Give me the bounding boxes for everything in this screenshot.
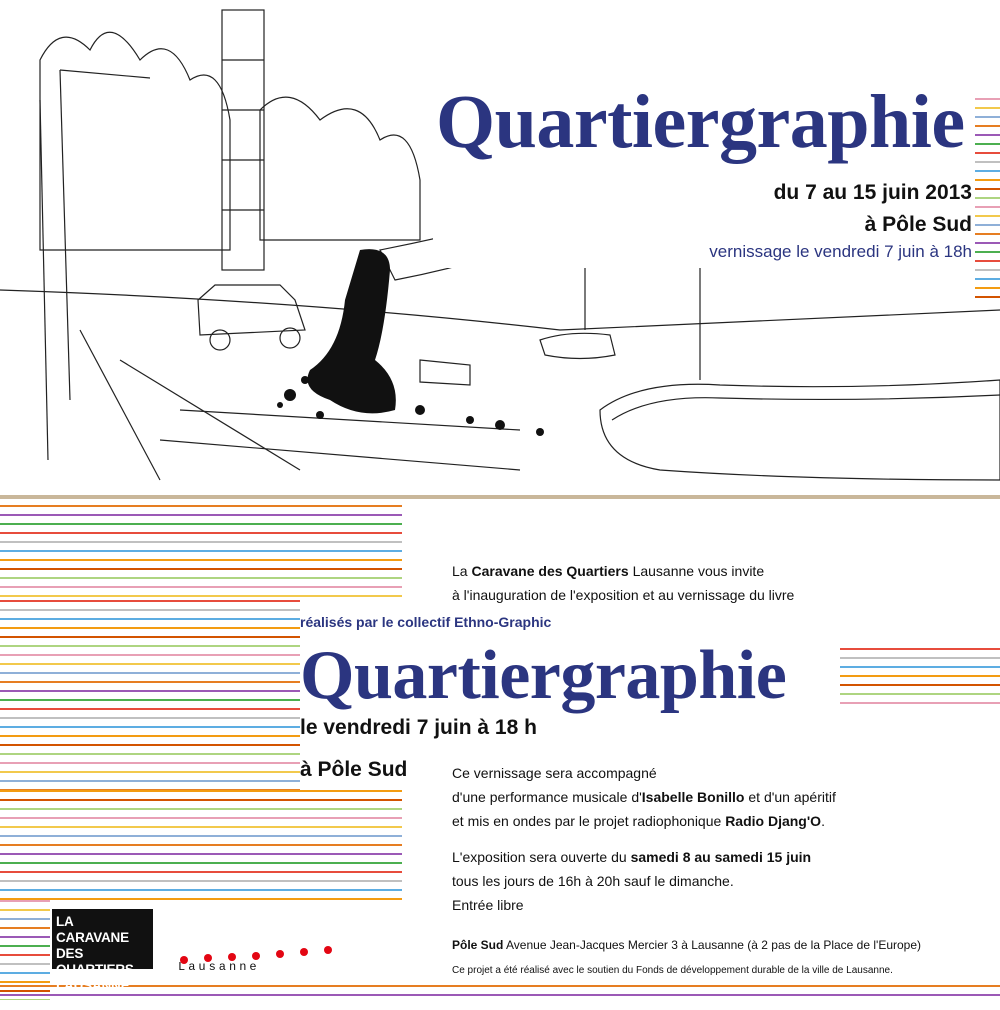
stripe-line [0, 909, 50, 911]
stripe-line [975, 143, 1000, 145]
stripe-line [0, 918, 50, 920]
stripe-line [0, 817, 402, 819]
stripe-line [0, 600, 300, 602]
details-p2-line1: L'exposition sera ouverte du samedi 8 au samedi 15 juin [452, 849, 812, 865]
stripe-line [838, 684, 1000, 686]
invitation-date: le vendredi 7 juin à 18 h [300, 716, 537, 739]
stripes-top-right [975, 98, 1000, 298]
stripe-line [838, 702, 1000, 704]
details-p2-line3: Entrée libre [452, 897, 524, 913]
stripes-right-middle [838, 648, 1000, 708]
caravane-logo-line1: LA CARAVANE [56, 914, 129, 945]
stripe-line [0, 771, 300, 773]
stripe-line [0, 790, 402, 792]
stripe-line [0, 681, 300, 683]
stripe-line [0, 889, 402, 891]
stripe-line [0, 972, 50, 974]
invitation-line-2: à l'inauguration de l'exposition et au vernissage du livre [452, 587, 795, 603]
stripe-line [0, 568, 402, 570]
divider-line [0, 495, 1000, 499]
details-p2-line2: tous les jours de 16h à 20h sauf le dimanche. [452, 873, 734, 889]
stripe-line [975, 224, 1000, 226]
stripe-line [975, 188, 1000, 190]
stripe-line [0, 645, 300, 647]
stripe-line [0, 945, 50, 947]
stripe-line [0, 559, 402, 561]
stripes-left-middle [0, 600, 300, 790]
stripe-line [0, 835, 402, 837]
caravane-logo [52, 909, 153, 1009]
stripe-line [0, 636, 300, 638]
stripe-line [975, 296, 1000, 298]
stripe-line [0, 954, 50, 956]
stripe-line [0, 699, 300, 701]
stripe-line [0, 672, 300, 674]
stripe-line [0, 853, 402, 855]
opening-info: vernissage le vendredi 7 juin à 18h [709, 242, 972, 261]
stripe-line [0, 735, 300, 737]
stripe-line [0, 762, 300, 764]
details-p1-line3: et mis en ondes par le projet radiophonique Radio Djang'O. [452, 813, 825, 829]
stripe-line [975, 98, 1000, 100]
collectif-credit: réalisés par le collectif Ethno-Graphic [300, 614, 552, 630]
details-p1-line1: Ce vernissage sera accompagné [452, 765, 657, 781]
stripe-line [838, 666, 1000, 668]
stripe-line [0, 994, 1000, 996]
stripe-line [0, 505, 402, 507]
stripe-line [975, 260, 1000, 262]
address: Pôle Sud Avenue Jean-Jacques Mercier 3 à Lausanne (à 2 pas de la Place de l'Europe) [452, 938, 922, 952]
stripe-line [0, 595, 402, 597]
stripe-line [0, 844, 402, 846]
stripe-line [0, 900, 50, 902]
stripe-line [0, 609, 300, 611]
stripe-line [838, 648, 1000, 650]
venue: à Pôle Sud [864, 213, 972, 236]
stripe-line [975, 206, 1000, 208]
stripe-line [838, 693, 1000, 695]
stripe-line [0, 577, 402, 579]
stripe-line [0, 627, 300, 629]
stripe-line [838, 657, 1000, 659]
stripe-line [975, 269, 1000, 271]
stripe-line [975, 287, 1000, 289]
stripe-line [0, 690, 300, 692]
invitation-title: Quartiergraphie [300, 637, 787, 714]
logo-dot [276, 950, 284, 958]
stripe-line [0, 963, 50, 965]
stripe-line [0, 744, 300, 746]
stripe-line [0, 514, 402, 516]
lausanne-logo [168, 952, 348, 982]
stripes-left-upper [0, 505, 402, 600]
stripe-line [975, 278, 1000, 280]
exhibition-dates: du 7 au 15 juin 2013 [773, 181, 972, 204]
invitation-line-1: La Caravane des Quartiers Lausanne vous invite [452, 563, 765, 579]
stripe-line [0, 726, 300, 728]
stripe-line [0, 808, 402, 810]
details-p1-line2: d'une performance musicale d'Isabelle Bonillo et d'un apéritif [452, 789, 836, 805]
stripe-line [975, 233, 1000, 235]
stripe-line [0, 654, 300, 656]
stripe-line [975, 170, 1000, 172]
stripe-line [975, 161, 1000, 163]
stripe-line [975, 197, 1000, 199]
stripe-line [0, 826, 402, 828]
stripe-line [975, 179, 1000, 181]
logo-dot [324, 946, 332, 954]
stripe-line [975, 125, 1000, 127]
stripe-line [0, 753, 300, 755]
stripes-bottom-strip [0, 985, 1000, 1000]
stripe-line [0, 871, 402, 873]
stripe-line [0, 898, 402, 900]
stripe-line [0, 523, 402, 525]
stripe-line [975, 152, 1000, 154]
stripe-line [975, 134, 1000, 136]
caravane-logo-line3: LAUSANNE 2012 [56, 978, 130, 1009]
stripe-line [0, 663, 300, 665]
stripe-line [0, 985, 1000, 987]
invitation-venue: à Pôle Sud [300, 758, 408, 781]
stripe-line [0, 717, 300, 719]
logo-dot [252, 952, 260, 960]
stripe-line [0, 799, 402, 801]
stripe-line [0, 936, 50, 938]
lausanne-wordmark: Lausanne [178, 960, 260, 974]
stripe-line [975, 215, 1000, 217]
stripe-line [0, 927, 50, 929]
stripe-line [0, 981, 50, 983]
page-title: Quartiergraphie [436, 80, 965, 164]
stripe-line [0, 586, 402, 588]
stripe-line [0, 780, 300, 782]
stripe-line [0, 708, 300, 710]
caravane-logo-line2: DES QUARTIERS [56, 946, 134, 977]
stripe-line [975, 107, 1000, 109]
stripe-line [975, 251, 1000, 253]
logo-dot [300, 948, 308, 956]
stripe-line [0, 550, 402, 552]
stripe-line [838, 675, 1000, 677]
support-note: Ce projet a été réalisé avec le soutien du Fonds de développement durable de la ville de Lausanne. [452, 965, 893, 976]
stripes-left-lower [0, 790, 402, 900]
stripe-line [0, 862, 402, 864]
stripe-line [975, 242, 1000, 244]
stripe-line [975, 116, 1000, 118]
stripe-line [0, 532, 402, 534]
stripe-line [0, 618, 300, 620]
stripe-line [0, 880, 402, 882]
stripe-line [0, 541, 402, 543]
